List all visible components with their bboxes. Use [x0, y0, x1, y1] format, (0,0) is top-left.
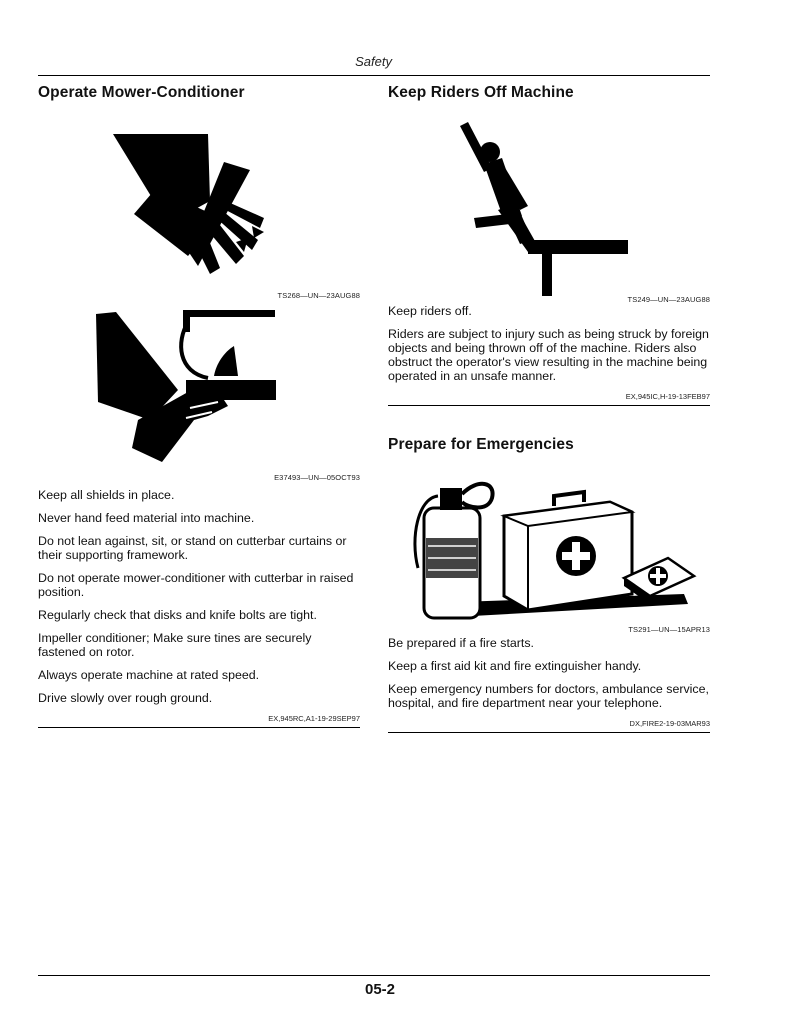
mower-body-text: [38, 488, 360, 705]
riders-figure: [388, 116, 710, 302]
left-column: [38, 84, 360, 728]
shield-hazard-figure: [38, 302, 360, 482]
hand-cut-hazard-icon: [38, 116, 360, 286]
footer-rule: [38, 975, 710, 976]
paragraph: Be prepared if a fire starts.: [388, 636, 535, 650]
rider-falling-icon: [388, 116, 710, 296]
figure-code: TS268—UN—23AUG88: [277, 291, 360, 300]
paragraph: Do not operate mower-conditioner with cutterbar in raised position.: [38, 571, 354, 599]
paragraph: Keep riders off.: [388, 304, 472, 318]
paragraph: Keep emergency numbers for doctors, ambulance service, hospital, and fire department near your telephone.: [388, 682, 709, 710]
section-code: EX,945RC,A1-19-29SEP97: [268, 714, 360, 723]
paragraph: Riders are subject to injury such as being struck by foreign objects and being thrown off of the machine. Riders also obstruct the operator's view resulting in the machine being operated in an unsafe manner.: [388, 327, 709, 383]
paragraph: Keep a first aid kit and fire extinguisher handy.: [388, 659, 642, 673]
paragraph: Drive slowly over rough ground.: [38, 691, 213, 705]
figure-code: TS291—UN—15APR13: [628, 625, 710, 634]
emergency-body-text: [388, 636, 710, 710]
paragraph: Never hand feed material into machine.: [38, 511, 255, 525]
section-rule: [388, 405, 710, 406]
figure-code: TS249—UN—23AUG88: [627, 295, 710, 304]
fire-extinguisher-first-aid-icon: [388, 468, 710, 628]
section-title-mower: Operate Mower-Conditioner: [38, 84, 245, 101]
riders-body-text: [388, 304, 710, 383]
emergency-figure: [388, 468, 710, 634]
running-header: Safety: [355, 54, 392, 69]
right-column: [388, 84, 710, 733]
section-code: EX,945IC,H-19-13FEB97: [625, 392, 710, 401]
header-rule: [38, 75, 710, 76]
section-code: DX,FIRE2-19-03MAR93: [629, 719, 710, 728]
section-title-riders: Keep Riders Off Machine: [388, 84, 574, 101]
hand-hazard-figure: [38, 116, 360, 300]
figure-code: E37493—UN—05OCT93: [274, 473, 360, 482]
page-number: 05-2: [364, 981, 396, 998]
hand-feed-hazard-icon: [38, 302, 360, 472]
section-rule: [38, 727, 360, 728]
paragraph: Keep all shields in place.: [38, 488, 175, 502]
paragraph: Regularly check that disks and knife bolts are tight.: [38, 608, 317, 622]
paragraph: Do not lean against, sit, or stand on cutterbar curtains or their supporting framework.: [38, 534, 347, 562]
section-rule: [388, 732, 710, 733]
paragraph: Impeller conditioner; Make sure tines are securely fastened on rotor.: [38, 631, 312, 659]
paragraph: Always operate machine at rated speed.: [38, 668, 260, 682]
section-title-emergencies: Prepare for Emergencies: [388, 436, 574, 453]
